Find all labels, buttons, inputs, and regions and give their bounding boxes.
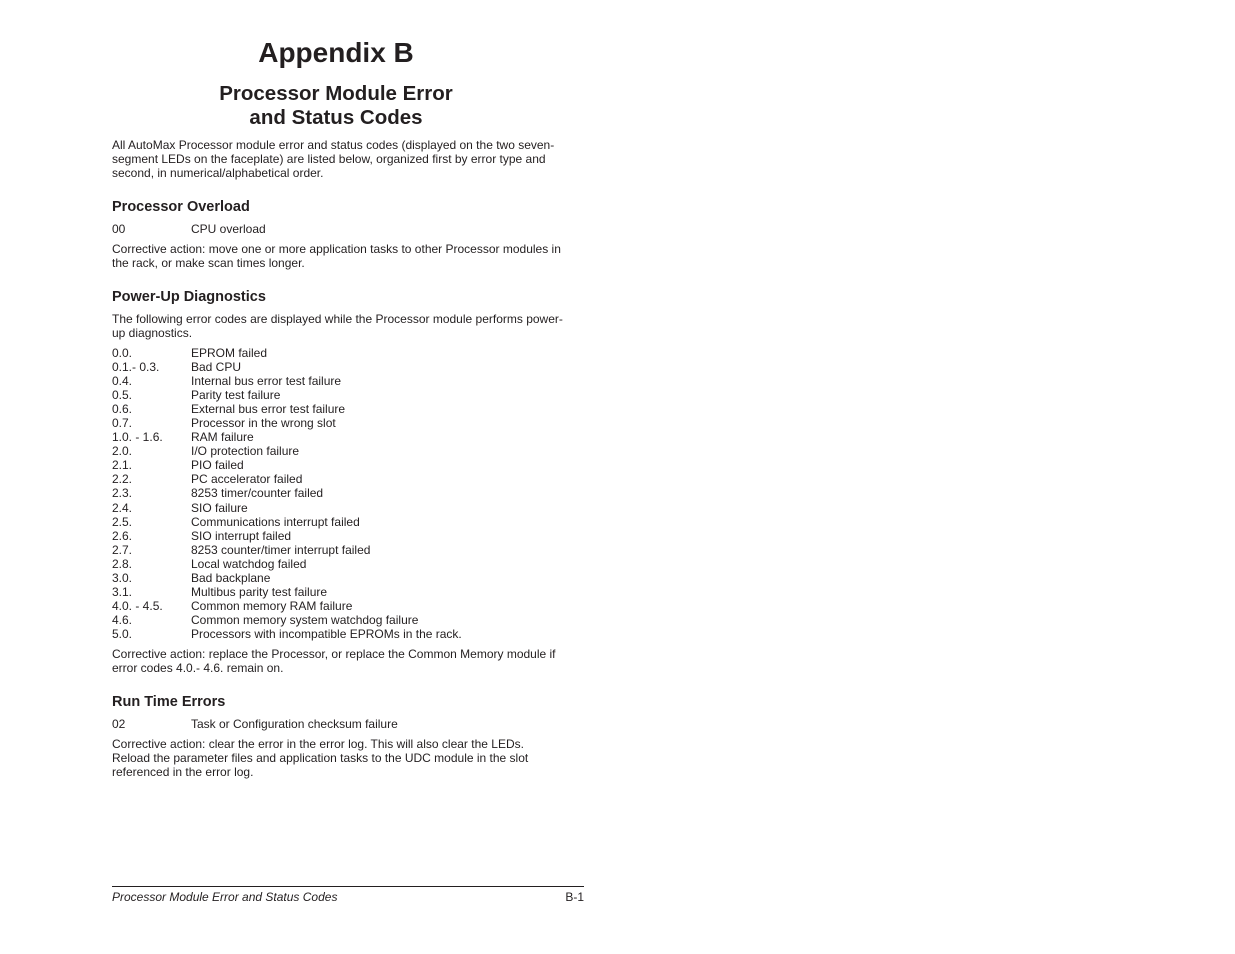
- code-row: [112, 627, 564, 641]
- error-code: 1.0. - 1.6.: [112, 430, 163, 445]
- code-row: [112, 444, 564, 458]
- error-description: Bad backplane: [191, 570, 271, 585]
- error-description: Processors with incompatible EPROMs in the rack.: [191, 626, 462, 641]
- powerup-corrective-action: Corrective action: replace the Processor, or replace the Common Memory module if error codes 4.0.- 4.6. remain on.: [112, 647, 556, 675]
- powerup-intro: The following error codes are displayed while the Processor module performs power-up diagnostics.: [112, 312, 563, 340]
- error-code: 2.3.: [112, 486, 133, 501]
- code-row: [112, 458, 564, 472]
- intro-paragraph: All AutoMax Processor module error and status codes (displayed on the two seven-segment LEDs on the faceplate) are listed below, organized first by error type and second, in numerical/alphabetical order.: [112, 138, 555, 180]
- code-row: [112, 402, 564, 416]
- code-row: [112, 430, 564, 444]
- code-row: [112, 585, 564, 599]
- error-description: RAM failure: [191, 430, 254, 445]
- document-page: [112, 0, 584, 954]
- error-code: 0.7.: [112, 416, 133, 431]
- section-title-line-2: and Status Codes: [249, 106, 423, 129]
- code-row: [112, 472, 564, 486]
- code-row: [112, 360, 564, 374]
- error-description: SIO interrupt failed: [191, 528, 292, 543]
- error-description: Local watchdog failed: [191, 556, 307, 571]
- heading-processor-overload: Processor Overload: [112, 199, 250, 215]
- error-code: 2.6.: [112, 528, 133, 543]
- error-description: PC accelerator failed: [191, 472, 303, 487]
- error-code: 2.0.: [112, 444, 133, 459]
- error-code: 2.7.: [112, 542, 133, 557]
- error-code: 2.5.: [112, 514, 133, 529]
- error-description: EPROM failed: [191, 346, 268, 360]
- code-row: [112, 529, 564, 543]
- runtime-code-list: [112, 717, 564, 731]
- error-description: Bad CPU: [191, 360, 242, 375]
- error-description: Common memory system watchdog failure: [191, 612, 419, 627]
- code-row: [112, 416, 564, 430]
- error-code: 2.8.: [112, 556, 133, 571]
- code-row: [112, 388, 564, 402]
- code-row: [112, 613, 564, 627]
- error-code: 0.4.: [112, 374, 133, 389]
- error-code: 3.0.: [112, 570, 133, 585]
- error-description: Common memory RAM failure: [191, 598, 353, 613]
- error-description: Internal bus error test failure: [191, 374, 342, 389]
- error-description: 8253 counter/timer interrupt failed: [191, 542, 371, 557]
- code-row: [112, 515, 564, 529]
- footer-title: Processor Module Error and Status Codes: [112, 890, 338, 904]
- error-description: Multibus parity test failure: [191, 584, 328, 599]
- overload-corrective-action: Corrective action: move one or more application tasks to other Processor modules in the rack, or make scan times longer.: [112, 242, 561, 270]
- error-code: 2.4.: [112, 500, 133, 515]
- code-row: [112, 501, 564, 515]
- error-description: 8253 timer/counter failed: [191, 486, 324, 501]
- code-row: [112, 571, 564, 585]
- error-code: 3.1.: [112, 584, 133, 599]
- error-code: 2.2.: [112, 472, 133, 487]
- error-description: Parity test failure: [191, 388, 281, 403]
- error-code: 5.0.: [112, 626, 133, 641]
- code-row: [112, 346, 564, 360]
- overload-code-list: [112, 222, 564, 236]
- error-description: SIO failure: [191, 500, 248, 515]
- page-number: B-1: [565, 890, 584, 904]
- error-code: 0.5.: [112, 388, 133, 403]
- section-title: [112, 82, 560, 130]
- code-row: [112, 557, 564, 571]
- error-description: CPU overload: [191, 222, 266, 236]
- code-row: [112, 486, 564, 500]
- code-row: [112, 222, 564, 236]
- error-code: 2.1.: [112, 458, 133, 473]
- error-code: 4.6.: [112, 612, 133, 627]
- powerup-code-list: [112, 346, 564, 641]
- code-row: [112, 717, 564, 731]
- error-code: 0.1.- 0.3.: [112, 360, 160, 375]
- code-row: [112, 543, 564, 557]
- error-description: I/O protection failure: [191, 444, 300, 459]
- error-description: Processor in the wrong slot: [191, 416, 336, 431]
- error-code: 0.6.: [112, 402, 133, 417]
- error-code: 0.0.: [112, 346, 133, 360]
- error-description: PIO failed: [191, 458, 244, 473]
- appendix-title: Appendix B: [258, 37, 414, 68]
- error-description: Task or Configuration checksum failure: [191, 717, 398, 731]
- section-title-line-1: Processor Module Error: [219, 82, 453, 105]
- error-description: External bus error test failure: [191, 402, 346, 417]
- code-row: [112, 374, 564, 388]
- heading-run-time-errors: Run Time Errors: [112, 694, 226, 710]
- error-code: 4.0. - 4.5.: [112, 598, 163, 613]
- runtime-corrective-action: Corrective action: clear the error in the error log. This will also clear the LEDs. Reload the parameter files and application tasks to the UDC module in the slot referenced in the error log.: [112, 737, 529, 779]
- error-code: 00: [112, 222, 126, 236]
- error-code: 02: [112, 717, 126, 731]
- footer-rule: [112, 886, 584, 887]
- heading-power-up-diagnostics: Power-Up Diagnostics: [112, 289, 266, 305]
- code-row: [112, 599, 564, 613]
- error-description: Communications interrupt failed: [191, 514, 360, 529]
